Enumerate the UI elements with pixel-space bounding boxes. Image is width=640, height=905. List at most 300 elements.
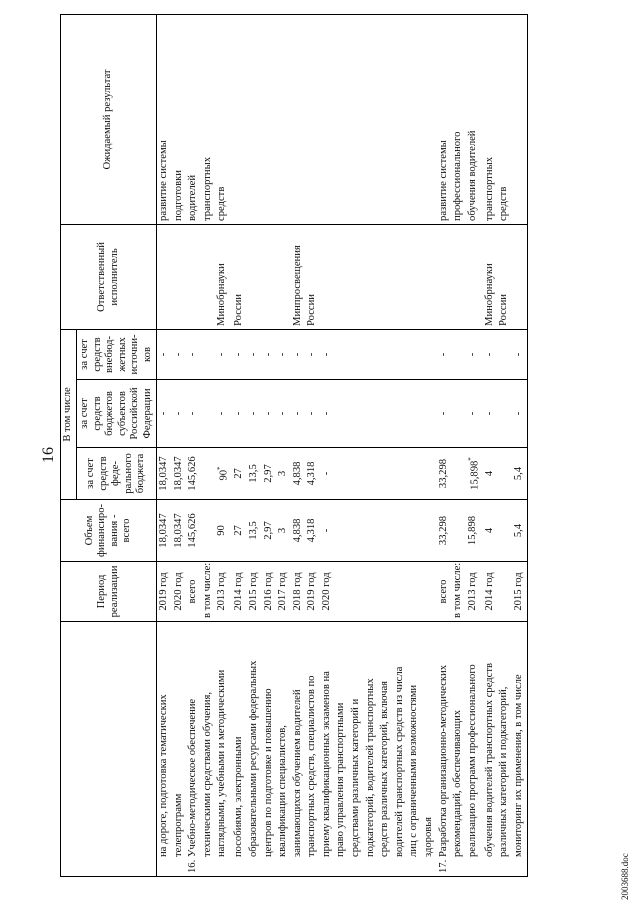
- period-value: 2014 год: [483, 572, 495, 611]
- table-row: [393, 14, 408, 876]
- federal-cell: [334, 448, 349, 500]
- result-cell: [262, 14, 277, 224]
- item-description: водителей транспортных средств из числа: [393, 666, 405, 857]
- result-cell: [378, 14, 393, 224]
- federal-value: 13,5: [247, 464, 259, 483]
- volume-value: 33,298: [437, 515, 449, 546]
- period-value: 2018 год: [291, 572, 303, 611]
- responsible-value: Минобрнауки: [216, 263, 228, 326]
- federal-value: -: [320, 471, 332, 476]
- period-cell: [262, 562, 277, 622]
- period-cell: [497, 562, 512, 622]
- regional-cell: [497, 380, 512, 448]
- regional-value: -: [233, 411, 245, 416]
- result-cell: [451, 14, 466, 224]
- period-value: 2015 год: [513, 572, 525, 611]
- volume-value: 90: [216, 525, 228, 536]
- result-cell: [232, 14, 247, 224]
- volume-cell: [201, 500, 216, 562]
- item-description: приему квалификационных экзаменов на: [320, 671, 332, 857]
- period-cell: [291, 562, 306, 622]
- table-row: [334, 14, 349, 876]
- description-cell: [247, 622, 262, 877]
- table-row: [466, 14, 483, 876]
- responsible-cell: [201, 224, 216, 329]
- period-cell: [186, 562, 201, 622]
- header-period: Период реализации: [61, 562, 157, 622]
- extra-cell: [201, 329, 216, 379]
- item-description: Разработка организационно-методических: [437, 664, 449, 857]
- volume-cell: [349, 500, 364, 562]
- period-value: 2019 год: [306, 572, 318, 611]
- responsible-cell: [291, 224, 306, 329]
- federal-value: 145,626: [187, 456, 199, 491]
- item-description: реализацию программ профессионального: [466, 664, 478, 857]
- volume-value: 4: [483, 527, 495, 534]
- description-cell: [422, 622, 437, 877]
- table-row: [305, 14, 320, 876]
- table-row: [451, 14, 466, 876]
- extra-cell: [451, 329, 466, 379]
- result-cell: [215, 14, 232, 224]
- result-value: средств: [216, 186, 228, 221]
- extra-cell: [291, 329, 306, 379]
- regional-value: -: [262, 411, 274, 416]
- volume-value: 145,626: [187, 513, 199, 548]
- responsible-cell: [276, 224, 291, 329]
- result-cell: [483, 14, 498, 224]
- item-description: наглядными, учебными и методическими: [216, 669, 228, 857]
- extra-cell: [172, 329, 187, 379]
- description-cell: [186, 622, 201, 877]
- regional-cell: [512, 380, 527, 448]
- extra-cell: [262, 329, 277, 379]
- federal-cell: [378, 448, 393, 500]
- regional-cell: [334, 380, 349, 448]
- item-description: право управления транспортными: [335, 702, 347, 857]
- extra-cell: [349, 329, 364, 379]
- volume-value: -: [320, 528, 332, 533]
- result-value: профессионального: [452, 131, 464, 221]
- period-cell: [157, 562, 172, 622]
- table-row: [364, 14, 379, 876]
- responsible-cell: [512, 224, 527, 329]
- item-number: 16.: [187, 859, 199, 873]
- extrabudget-value: -: [216, 352, 228, 357]
- responsible-value: России: [306, 294, 318, 326]
- responsible-cell: [232, 224, 247, 329]
- table-row: [349, 14, 364, 876]
- result-cell: [320, 14, 335, 224]
- description-cell: [232, 622, 247, 877]
- period-cell: [364, 562, 379, 622]
- responsible-cell: [349, 224, 364, 329]
- result-cell: [364, 14, 379, 224]
- extrabudget-value: -: [233, 352, 245, 357]
- description-cell: [466, 622, 483, 877]
- federal-cell: [247, 448, 262, 500]
- footnote-mark: *: [216, 466, 225, 470]
- result-value: транспортных: [201, 157, 213, 221]
- regional-cell: [466, 380, 483, 448]
- federal-cell: [422, 448, 437, 500]
- result-value: средств: [498, 186, 510, 221]
- item-description: обучения водителей транспортных средств: [483, 663, 495, 857]
- federal-value: 5,4: [513, 466, 525, 481]
- responsible-value: Минобрнауки: [483, 263, 495, 326]
- description-cell: [349, 622, 364, 877]
- description-cell: [334, 622, 349, 877]
- regional-cell: [451, 380, 466, 448]
- extrabudget-value: -: [158, 352, 169, 357]
- result-cell: [466, 14, 483, 224]
- result-cell: [407, 14, 422, 224]
- header-result: Ожидаемый результат: [61, 14, 157, 224]
- description-cell: [451, 622, 466, 877]
- description-cell: [512, 622, 527, 877]
- responsible-cell: [483, 224, 498, 329]
- table-row: [157, 14, 172, 876]
- extrabudget-value: -: [262, 352, 274, 357]
- program-table: [60, 14, 528, 877]
- volume-cell: [276, 500, 291, 562]
- period-cell: [451, 562, 466, 622]
- regional-value: -: [306, 411, 318, 416]
- responsible-value: России: [233, 294, 245, 326]
- responsible-cell: [451, 224, 466, 329]
- responsible-cell: [497, 224, 512, 329]
- header-regional: за счет средств бюджетов субъектов Российской Федерации: [77, 380, 157, 448]
- extrabudget-value: -: [306, 352, 318, 357]
- description-cell: [276, 622, 291, 877]
- responsible-cell: [364, 224, 379, 329]
- responsible-cell: [407, 224, 422, 329]
- volume-value: 13,5: [247, 521, 259, 540]
- header-federal: за счет средств феде-рального бюджета: [77, 448, 157, 500]
- regional-value: -: [466, 411, 478, 416]
- extra-cell: [393, 329, 408, 379]
- extra-cell: [378, 329, 393, 379]
- volume-value: 2,97: [262, 521, 274, 540]
- responsible-value: России: [498, 294, 510, 326]
- result-cell: [305, 14, 320, 224]
- responsible-cell: [393, 224, 408, 329]
- result-cell: [172, 14, 187, 224]
- period-value: 2013 год: [216, 572, 228, 611]
- header-responsible: Ответственный исполнитель: [61, 224, 157, 329]
- item-description: лиц с ограниченными возможностями: [408, 684, 420, 857]
- volume-value: 5,4: [513, 523, 525, 538]
- table-row: [201, 14, 216, 876]
- volume-value: 4,838: [291, 518, 303, 543]
- result-value: водителей: [187, 174, 199, 221]
- item-description: Учебно-методическое обеспечение: [187, 698, 199, 857]
- responsible-cell: [262, 224, 277, 329]
- description-cell: [437, 622, 452, 877]
- volume-cell: [364, 500, 379, 562]
- result-cell: [437, 14, 452, 224]
- extra-cell: [334, 329, 349, 379]
- result-value: развитие системы: [437, 140, 449, 221]
- period-cell: [393, 562, 408, 622]
- regional-value: -: [277, 411, 289, 416]
- item-description: различных категорий и подкатегорий,: [498, 686, 510, 857]
- volume-cell: [437, 500, 452, 562]
- extrabudget-value: -: [513, 352, 525, 357]
- period-value: в том числе:: [201, 562, 213, 618]
- volume-cell: [320, 500, 335, 562]
- responsible-cell: [466, 224, 483, 329]
- table-row: [483, 14, 498, 876]
- period-cell: [483, 562, 498, 622]
- regional-cell: [364, 380, 379, 448]
- table-row: [378, 14, 393, 876]
- extra-cell: [422, 329, 437, 379]
- extra-cell: [497, 329, 512, 379]
- table-row: [497, 14, 512, 876]
- regional-cell: [157, 380, 172, 448]
- federal-value: 4,838: [291, 461, 303, 486]
- responsible-cell: [247, 224, 262, 329]
- table-row: [437, 14, 452, 876]
- period-cell: [305, 562, 320, 622]
- description-cell: [305, 622, 320, 877]
- extra-cell: [247, 329, 262, 379]
- volume-value: 18,0347: [158, 513, 169, 548]
- federal-cell: [215, 448, 232, 500]
- extrabudget-value: -: [320, 352, 332, 357]
- extra-cell: [186, 329, 201, 379]
- period-cell: [172, 562, 187, 622]
- regional-value: -: [247, 411, 259, 416]
- period-value: 2020 год: [172, 572, 184, 611]
- federal-cell: [364, 448, 379, 500]
- table-body: [157, 14, 528, 876]
- federal-cell: [262, 448, 277, 500]
- description-cell: [497, 622, 512, 877]
- federal-cell: [407, 448, 422, 500]
- federal-cell: [466, 448, 483, 500]
- period-cell: [407, 562, 422, 622]
- regional-cell: [305, 380, 320, 448]
- result-cell: [276, 14, 291, 224]
- federal-cell: [349, 448, 364, 500]
- federal-value: 27: [233, 468, 245, 479]
- extra-cell: [157, 329, 172, 379]
- regional-cell: [232, 380, 247, 448]
- item-description: мониторинг их применения, в том числе: [513, 674, 525, 857]
- volume-cell: [215, 500, 232, 562]
- period-cell: [320, 562, 335, 622]
- responsible-cell: [172, 224, 187, 329]
- extra-cell: [276, 329, 291, 379]
- federal-cell: [157, 448, 172, 500]
- responsible-cell: [320, 224, 335, 329]
- description-cell: [407, 622, 422, 877]
- regional-cell: [201, 380, 216, 448]
- regional-cell: [172, 380, 187, 448]
- extra-cell: [232, 329, 247, 379]
- header-description: [61, 622, 157, 877]
- federal-cell: [232, 448, 247, 500]
- volume-value: 27: [233, 525, 245, 536]
- period-cell: [349, 562, 364, 622]
- item-description: транспортных средств, специалистов по: [306, 675, 318, 857]
- header-in-that-number: В том числе: [61, 329, 77, 499]
- volume-cell: [451, 500, 466, 562]
- volume-cell: [262, 500, 277, 562]
- extra-cell: [305, 329, 320, 379]
- federal-cell: [483, 448, 498, 500]
- volume-cell: [483, 500, 498, 562]
- result-cell: [422, 14, 437, 224]
- volume-cell: [291, 500, 306, 562]
- item-description: рекомендаций, обеспечивающих: [452, 709, 464, 857]
- volume-cell: [157, 500, 172, 562]
- federal-value: 18,0347: [158, 456, 169, 491]
- result-cell: [247, 14, 262, 224]
- federal-cell: [320, 448, 335, 500]
- item-description: на дороге, подготовка тематических: [158, 694, 169, 857]
- item-number: 17.: [437, 859, 449, 873]
- regional-value: -: [513, 411, 525, 416]
- period-value: 2017 год: [277, 572, 289, 611]
- regional-value: -: [187, 411, 199, 416]
- regional-value: -: [483, 411, 495, 416]
- responsible-cell: [378, 224, 393, 329]
- table-row: [186, 14, 201, 876]
- extrabudget-value: -: [483, 352, 495, 357]
- volume-cell: [393, 500, 408, 562]
- result-value: обучения водителей: [466, 130, 478, 221]
- period-cell: [437, 562, 452, 622]
- extrabudget-value: -: [277, 352, 289, 357]
- regional-cell: [186, 380, 201, 448]
- description-cell: [215, 622, 232, 877]
- period-value: 2015 год: [247, 572, 259, 611]
- federal-cell: [201, 448, 216, 500]
- description-cell: [291, 622, 306, 877]
- regional-cell: [483, 380, 498, 448]
- federal-value: 33,298: [437, 458, 449, 489]
- description-cell: [393, 622, 408, 877]
- item-description: здоровья: [423, 817, 435, 857]
- extrabudget-value: -: [247, 352, 259, 357]
- extra-cell: [512, 329, 527, 379]
- regional-value: -: [158, 411, 169, 416]
- result-cell: [334, 14, 349, 224]
- volume-cell: [422, 500, 437, 562]
- regional-cell: [349, 380, 364, 448]
- result-cell: [497, 14, 512, 224]
- description-cell: [364, 622, 379, 877]
- extrabudget-value: -: [172, 352, 184, 357]
- description-cell: [483, 622, 498, 877]
- period-value: всего: [187, 579, 199, 604]
- responsible-cell: [186, 224, 201, 329]
- result-cell: [157, 14, 172, 224]
- document-id: 2003688.doc: [620, 853, 630, 900]
- description-cell: [320, 622, 335, 877]
- regional-value: -: [172, 411, 184, 416]
- description-cell: [172, 622, 187, 877]
- regional-cell: [276, 380, 291, 448]
- volume-cell: [334, 500, 349, 562]
- federal-value: 2,97: [262, 464, 274, 483]
- responsible-value: Минпросвещения: [291, 245, 303, 326]
- period-value: 2014 год: [233, 572, 245, 611]
- volume-cell: [407, 500, 422, 562]
- volume-value: 15,898: [466, 515, 478, 546]
- item-description: подкатегорий, водителей транспортных: [364, 678, 376, 857]
- header-extra: за счет средств внебюд-жетных источни-ков: [77, 329, 157, 379]
- extrabudget-value: -: [291, 352, 303, 357]
- result-cell: [291, 14, 306, 224]
- extra-cell: [320, 329, 335, 379]
- extrabudget-value: -: [437, 352, 449, 357]
- federal-cell: [451, 448, 466, 500]
- volume-cell: [247, 500, 262, 562]
- regional-value: -: [320, 411, 332, 416]
- volume-cell: [232, 500, 247, 562]
- volume-cell: [305, 500, 320, 562]
- extrabudget-value: -: [187, 352, 199, 357]
- description-cell: [201, 622, 216, 877]
- item-description: средствами различных категорий и: [350, 698, 362, 857]
- result-value: транспортных: [483, 157, 495, 221]
- table-row: [172, 14, 187, 876]
- table-row: [291, 14, 306, 876]
- extra-cell: [466, 329, 483, 379]
- regional-cell: [247, 380, 262, 448]
- result-cell: [512, 14, 527, 224]
- result-cell: [349, 14, 364, 224]
- federal-value: 90: [218, 469, 230, 481]
- table-header: [61, 14, 157, 876]
- table-row: [320, 14, 335, 876]
- description-cell: [262, 622, 277, 877]
- federal-value: 15,898: [469, 460, 481, 490]
- period-cell: [334, 562, 349, 622]
- regional-cell: [291, 380, 306, 448]
- federal-value: 3: [277, 470, 289, 477]
- period-value: 2019 год: [158, 572, 169, 611]
- item-description: техническими средствами обучения,: [201, 692, 213, 857]
- responsible-cell: [422, 224, 437, 329]
- period-value: в том числе:: [452, 562, 464, 618]
- result-cell: [186, 14, 201, 224]
- volume-cell: [186, 500, 201, 562]
- page-number: 16: [40, 447, 57, 463]
- result-value: развитие системы: [158, 140, 169, 221]
- regional-cell: [378, 380, 393, 448]
- regional-cell: [320, 380, 335, 448]
- item-description: телепрограмм: [172, 793, 184, 857]
- table-row: [422, 14, 437, 876]
- regional-value: -: [291, 411, 303, 416]
- description-cell: [157, 622, 172, 877]
- extra-cell: [215, 329, 232, 379]
- federal-cell: [512, 448, 527, 500]
- regional-cell: [437, 380, 452, 448]
- volume-value: 4,318: [306, 518, 318, 543]
- regional-value: -: [437, 411, 449, 416]
- federal-cell: [186, 448, 201, 500]
- result-cell: [393, 14, 408, 224]
- extrabudget-value: -: [466, 352, 478, 357]
- responsible-cell: [157, 224, 172, 329]
- period-cell: [512, 562, 527, 622]
